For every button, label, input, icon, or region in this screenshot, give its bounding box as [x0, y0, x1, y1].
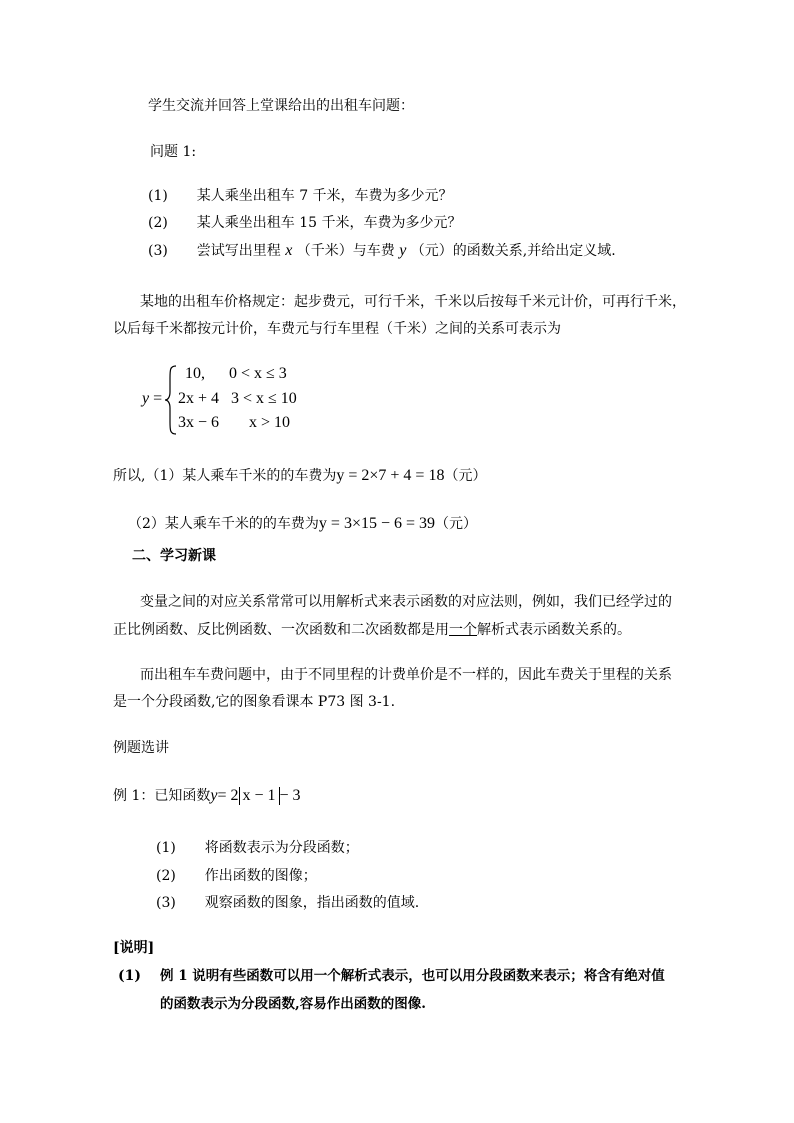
- question-text-b: （千米）与车费: [296, 243, 395, 259]
- section-heading: 二、学习新课: [132, 548, 216, 564]
- intro-text: 学生交流并回答上堂课给出的出租车问题：: [148, 98, 414, 114]
- note-number: (1): [118, 968, 141, 984]
- paragraph-2-line-1: 而出租车车费问题中，由于不同里程的计费单价是不一样的，因此车费关于里程的关系: [140, 667, 672, 683]
- example-1-tail: − 3: [279, 787, 301, 804]
- answer-1-suffix: （元）: [444, 468, 487, 484]
- variable-y: y: [399, 242, 407, 259]
- piecewise-cond-2: 3 < x ≤ 10: [231, 390, 297, 407]
- problem-title: 问题 1:: [150, 144, 197, 160]
- question-number: (3): [148, 243, 168, 259]
- question-1: [148, 186, 453, 206]
- variable-x: x: [285, 242, 293, 259]
- left-brace-icon: [164, 364, 178, 436]
- item-text: 观察函数的图象，指出函数的值域.: [204, 895, 420, 911]
- answer-2-prefix: （2）某人乘车千米的的车费为: [128, 516, 319, 532]
- piecewise-equals: =: [153, 390, 163, 407]
- paragraph-2-line-2: 是一个分段函数,它的图象看课本 P73 图 3-1.: [113, 694, 396, 710]
- paragraph-1-text-end: 解析式表示函数关系的。: [477, 622, 631, 638]
- answer-2-suffix: （元）: [435, 516, 478, 532]
- underlined-text: 一个: [449, 622, 477, 638]
- piecewise-expr-3: 3x − 6: [178, 414, 220, 431]
- example-item-3: [156, 893, 419, 913]
- question-text: 某人乘坐出租车 7 千米，车费为多少元？: [196, 188, 453, 204]
- example-1-lhs: y: [210, 787, 218, 804]
- examples-heading: 例题选讲: [113, 740, 169, 756]
- question-2: [148, 213, 461, 233]
- price-rule-line-1: 某地的出租车价格规定：起步费元，可行千米，千米以后按每千米元计价，可再行千米，: [140, 294, 686, 310]
- question-text-a: 尝试写出里程: [196, 243, 281, 259]
- paragraph-1-line-1: 变量之间的对应关系常常可以用解析式来表示函数的对应法则，例如，我们已经学过的: [140, 594, 672, 610]
- item-text: 将函数表示为分段函数；: [204, 840, 359, 856]
- answer-2-formula: y = 3×15 − 6 = 39: [318, 515, 436, 532]
- paragraph-1-text: 正比例函数、反比例函数、一次函数和二次函数都是用: [113, 622, 449, 638]
- example-item-2: [156, 866, 317, 886]
- question-number: (2): [148, 215, 168, 231]
- question-number: (1): [148, 188, 168, 204]
- absolute-value: x − 1: [239, 787, 280, 805]
- item-number: (1): [156, 840, 176, 856]
- paragraph-1-line-2: [113, 620, 631, 640]
- note-line-2: 的函数表示为分段函数,容易作出函数的图像.: [160, 996, 426, 1012]
- piecewise-expr-2: 2x + 4: [178, 390, 220, 407]
- piecewise-cond-1: 0 < x ≤ 3: [229, 365, 287, 382]
- question-text: 某人乘坐出租车 15 千米，车费为多少元？: [196, 215, 462, 231]
- example-1-prefix: 例 1：已知函数: [113, 788, 211, 804]
- question-3: [148, 241, 616, 261]
- note-heading: [说明]: [113, 940, 155, 956]
- example-1: [113, 786, 301, 806]
- note-line-1: 例 1 说明有些函数可以用一个解析式表示，也可以用分段函数来表示；将含有绝对值: [160, 968, 665, 984]
- piecewise-cond-3: x > 10: [249, 414, 291, 431]
- item-text: 作出函数的图像；: [204, 868, 317, 884]
- piecewise-expr-1: 10,: [185, 365, 205, 382]
- example-item-1: [156, 838, 359, 858]
- question-text-c: （元）的函数关系,并给出定义域.: [410, 243, 616, 259]
- item-number: (2): [156, 868, 176, 884]
- piecewise-lhs: y: [142, 390, 150, 407]
- answer-1-prefix: 所以,（1）某人乘车千米的的车费为: [113, 468, 337, 484]
- price-rule-line-2: 以后每千米都按元计价，车费元与行车里程（千米）之间的关系可表示为: [113, 321, 561, 337]
- item-number: (3): [156, 895, 176, 911]
- example-1-coefficient: = 2: [217, 787, 239, 804]
- answer-2: [128, 514, 477, 534]
- answer-1-formula: y = 2×7 + 4 = 18: [336, 467, 445, 484]
- answer-1: [113, 466, 486, 486]
